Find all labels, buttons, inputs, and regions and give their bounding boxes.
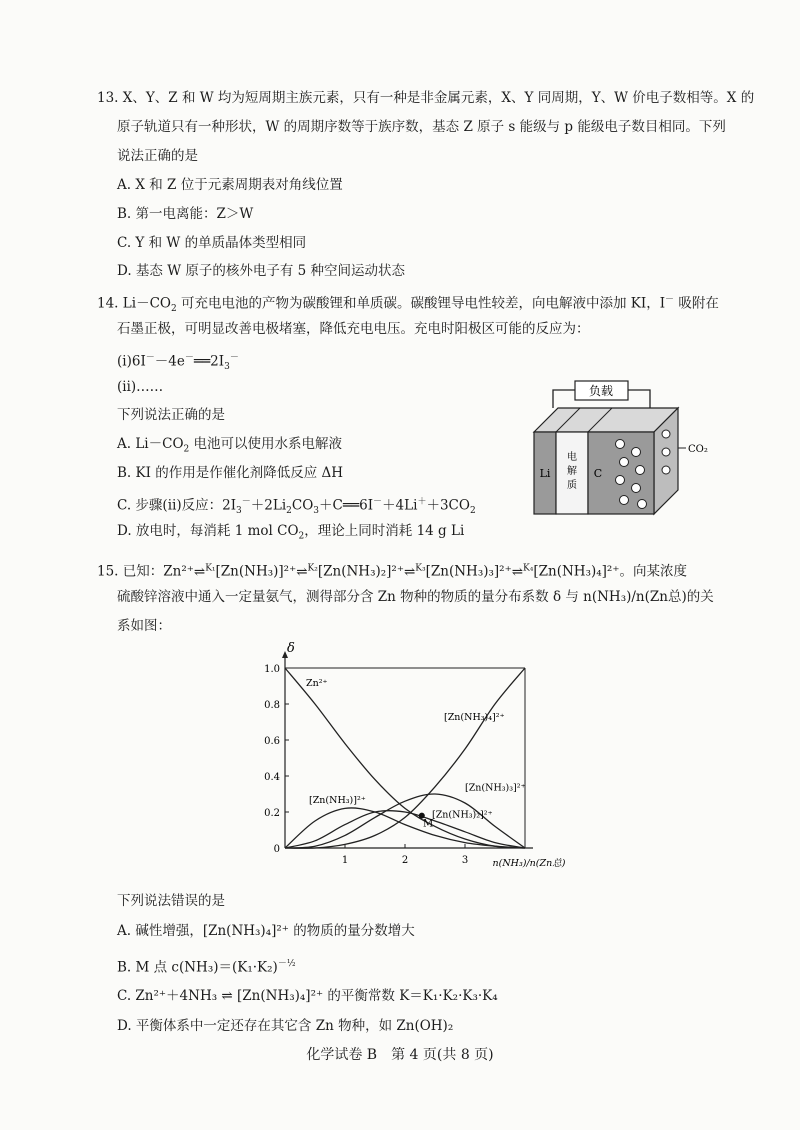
distribution-chart: [255, 640, 575, 872]
q13-option-d: D. 基态 W 原子的核外电子有 5 种空间运动状态: [117, 263, 406, 279]
q15-option-a: A. 碱性增强，[Zn(NH₃)₄]²⁺ 的物质的量分数增大: [117, 923, 415, 939]
q15-option-b: B. M 点 $c(NH_3)=(K_1\cdot K_2)^{-\frac{1}{2}}$: [117, 959, 296, 976]
x-tick-label: 3: [461, 855, 469, 866]
y-tick-label: 0.2: [264, 808, 280, 819]
q15-stem-line1: 15. 已知：Zn²⁺⇌$^{K_1}$[Zn(NH₃)]²⁺⇌$^{K_2}$[Zn(NH₃)₂]²⁺⇌$^{K_3}$[Zn(NH₃)₃]²⁺⇌$^{K_4}$[Zn(NH₃)₄]²⁺。向某浓度: [97, 563, 687, 580]
k1-arrow: ⇌$^{K_1}$: [193, 563, 216, 580]
q13-stem-line1: 13. X、Y、Z 和 W 均为短周期主族元素，只有一种是非金属元素，X、Y 同周期，Y、W 价电子数相等。X 的: [97, 90, 755, 106]
y-tick-label: 0.4: [264, 772, 280, 783]
label-zn2plus: Zn²⁺: [306, 678, 328, 689]
electrolyte-label-1: 电: [567, 452, 577, 463]
q13-stem-line3: 说法正确的是: [117, 148, 198, 164]
q14-step-i: $(ⅰ)6I^--4e^-══2I_3^-$: [117, 353, 239, 373]
x-tick-label: 1: [341, 855, 349, 866]
q14-stem-line1: 14. $Li-CO_2$ 可充电电池的产物为碳酸锂和单质碳。碳酸锂导电性较差，向电解液中添加 KI，I－ 吸附在: [97, 295, 719, 315]
k4-arrow: ⇌$^{K_4}$: [511, 563, 534, 580]
battery-top-face: [534, 408, 678, 432]
label-zn-nh3-1: [Zn(NH₃)]²⁺: [309, 795, 366, 806]
electrolyte-label-3: 质: [567, 480, 577, 491]
q13-option-a: A. X 和 Z 位于元素周期表对角线位置: [117, 177, 343, 193]
k2-arrow: ⇌$^{K_2}$: [296, 563, 318, 580]
q14-ask: 下列说法正确的是: [117, 407, 225, 423]
q15-stem-line3: 系如图：: [117, 618, 171, 634]
point-m-label: M: [423, 818, 434, 830]
battery-diagram: [520, 372, 708, 530]
y-axis-label: δ: [287, 641, 295, 656]
y-tick-label: 0.6: [264, 736, 280, 747]
label-zn-nh3-2: [Zn(NH₃)₂]²⁺: [432, 809, 493, 821]
k3-arrow: ⇌$^{K_3}$: [403, 563, 426, 580]
y-tick-label: 0: [273, 844, 280, 855]
q14-option-b: B. KI 的作用是作催化剂降低反应 ΔH: [117, 465, 344, 481]
x-axis-label: n(NH₃)/n(Zn总): [492, 858, 566, 869]
q14-step-ii: (ⅱ)……: [117, 379, 164, 395]
y-tick-label: 0.8: [264, 700, 280, 711]
q15-ask: 下列说法错误的是: [117, 893, 225, 909]
electrolyte-label-2: 解: [567, 466, 577, 477]
q15-option-c: C. Zn²⁺＋4NH₃ ⇌ [Zn(NH₃)₄]²⁺ 的平衡常数 K＝K₁·K₂·K₃·K₄: [117, 988, 498, 1004]
label-zn-nh3-3: [Zn(NH₃)₃]²⁺: [465, 782, 526, 794]
anode-label: Li: [539, 467, 551, 480]
q14-stem-line2: 石墨正极，可明显改善电极堵塞，降低充电电压。充电时阳极区可能的反应为：: [117, 321, 590, 337]
q15-option-d: D. 平衡体系中一定还存在其它含 Zn 物种，如 Zn(OH)₂: [117, 1018, 454, 1034]
q14-option-d: D. 放电时，每消耗 1 mol $CO_2$，理论上同时消耗 14 g Li: [117, 523, 465, 542]
page-footer: 化学试卷 B 第 4 页(共 8 页): [306, 1047, 494, 1063]
load-label: 负载: [588, 384, 614, 398]
x-tick-label: 2: [401, 855, 409, 866]
q14-option-c: C. 步骤(ⅱ)反应：$2I_3^-+2Li_2CO_3+C══6I^-+4Li^++3CO_2$: [117, 497, 476, 517]
cathode-label: C: [593, 467, 603, 480]
y-tick-label: 1.0: [264, 664, 280, 675]
q15-stem-line2: 硫酸锌溶液中通入一定量氨气，测得部分含 Zn 物种的物质的量分布系数 δ 与 n(NH₃)/n(Zn总)的关: [117, 589, 714, 605]
co2-label: CO₂: [688, 444, 708, 455]
q13-option-c: C. Y 和 W 的单质晶体类型相同: [117, 235, 307, 251]
label-zn-nh3-4: [Zn(NH₃)₄]²⁺: [444, 712, 505, 724]
q13-option-b: B. 第一电离能：Z＞W: [117, 206, 254, 222]
q14-option-a: A. $Li-CO_2$ 电池可以使用水系电解液: [117, 436, 343, 455]
q13-stem-line2: 原子轨道只有一种形状，W 的周期序数等于族序数，基态 Z 原子 s 能级与 p 能级电子数目相同。下列: [117, 119, 726, 135]
